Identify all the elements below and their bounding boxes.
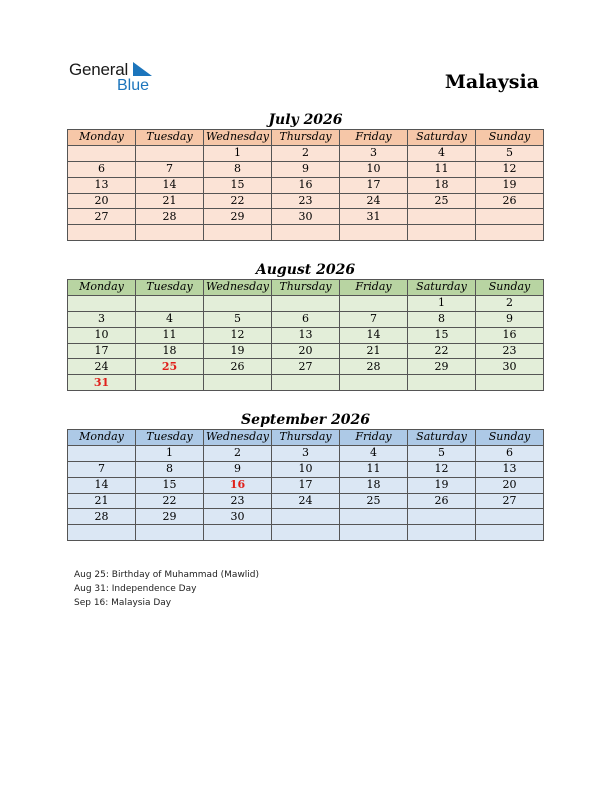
day-cell: 18 [136,343,204,359]
day-cell: 13 [68,177,136,193]
day-cell: 1 [204,145,272,161]
empty-day-cell [476,509,544,525]
empty-day-cell [272,225,340,241]
day-cell: 31 [68,375,136,391]
day-cell: 26 [204,359,272,375]
day-cell: 2 [272,145,340,161]
weekday-header: Sunday [476,430,544,446]
empty-day-cell [136,225,204,241]
day-cell: 14 [340,327,408,343]
day-cell: 25 [408,193,476,209]
weekday-header: Thursday [272,130,340,146]
day-cell: 19 [408,477,476,493]
empty-day-cell [136,295,204,311]
logo-text-general: General [69,60,129,79]
holiday-note: Aug 31: Independence Day [74,584,197,594]
month-calendar-september [67,411,544,541]
day-cell: 4 [408,145,476,161]
day-cell: 24 [340,193,408,209]
day-cell: 18 [340,477,408,493]
day-cell: 9 [476,311,544,327]
day-cell: 14 [68,477,136,493]
week-row [68,343,544,359]
weekday-header-row [68,130,544,146]
day-cell: 7 [340,311,408,327]
day-cell: 31 [340,209,408,225]
day-cell: 30 [476,359,544,375]
day-cell: 17 [272,477,340,493]
day-cell: 8 [136,461,204,477]
day-cell: 2 [204,445,272,461]
logo [69,60,169,96]
day-cell: 7 [136,161,204,177]
day-cell: 21 [340,343,408,359]
day-cell: 18 [408,177,476,193]
week-row [68,477,544,493]
weekday-header: Sunday [476,280,544,296]
day-cell: 3 [68,311,136,327]
day-cell: 10 [340,161,408,177]
week-row [68,225,544,241]
day-cell: 1 [408,295,476,311]
empty-day-cell [408,225,476,241]
holiday-note: Sep 16: Malaysia Day [74,598,172,608]
day-cell: 27 [272,359,340,375]
day-cell: 23 [204,493,272,509]
weekday-header: Wednesday [204,130,272,146]
day-cell: 28 [68,509,136,525]
week-row [68,327,544,343]
weekday-header: Monday [68,280,136,296]
day-cell: 14 [136,177,204,193]
week-row [68,509,544,525]
day-cell: 12 [476,161,544,177]
day-cell: 28 [136,209,204,225]
day-cell: 6 [476,445,544,461]
empty-day-cell [272,295,340,311]
day-cell: 12 [204,327,272,343]
empty-day-cell [476,525,544,541]
day-cell: 8 [408,311,476,327]
day-cell: 21 [136,193,204,209]
day-cell: 19 [476,177,544,193]
weekday-header-row [68,280,544,296]
weekday-header: Friday [340,430,408,446]
day-cell: 1 [136,445,204,461]
empty-day-cell [272,509,340,525]
empty-day-cell [476,375,544,391]
day-cell: 23 [476,343,544,359]
week-row [68,375,544,391]
day-cell: 24 [272,493,340,509]
week-row [68,461,544,477]
day-cell: 25 [340,493,408,509]
holiday-note: Aug 25: Birthday of Muhammad (Mawlid) [74,570,260,580]
day-cell: 26 [476,193,544,209]
day-cell: 5 [204,311,272,327]
day-cell: 2 [476,295,544,311]
empty-day-cell [340,509,408,525]
day-cell: 20 [68,193,136,209]
weekday-header: Wednesday [204,430,272,446]
empty-day-cell [68,525,136,541]
empty-day-cell [340,225,408,241]
week-row [68,445,544,461]
day-cell: 9 [204,461,272,477]
empty-day-cell [68,295,136,311]
day-cell: 4 [136,311,204,327]
day-cell: 12 [408,461,476,477]
weekday-header: Monday [68,430,136,446]
day-cell: 19 [204,343,272,359]
week-row [68,209,544,225]
day-cell: 6 [68,161,136,177]
month-title: July 2026 [268,112,343,128]
day-cell: 13 [476,461,544,477]
day-cell: 27 [68,209,136,225]
day-cell: 13 [272,327,340,343]
day-cell: 11 [136,327,204,343]
empty-day-cell [68,145,136,161]
empty-day-cell [68,225,136,241]
day-cell: 26 [408,493,476,509]
day-cell: 8 [204,161,272,177]
day-cell: 4 [340,445,408,461]
day-cell: 3 [272,445,340,461]
empty-day-cell [476,225,544,241]
week-row [68,145,544,161]
day-cell: 15 [136,477,204,493]
empty-day-cell [136,145,204,161]
weekday-header: Tuesday [136,430,204,446]
country-title: Malaysia [444,71,539,93]
weekday-header: Sunday [476,130,544,146]
weekday-header: Thursday [272,430,340,446]
month-title: August 2026 [255,262,356,278]
empty-day-cell [408,525,476,541]
weekday-header: Saturday [408,430,476,446]
day-cell: 16 [204,477,272,493]
day-cell: 16 [476,327,544,343]
day-cell: 3 [340,145,408,161]
day-cell: 29 [204,209,272,225]
weekday-header-row [68,430,544,446]
day-cell: 24 [68,359,136,375]
day-cell: 25 [136,359,204,375]
day-cell: 29 [408,359,476,375]
day-cell: 22 [204,193,272,209]
month-calendar-august [67,261,544,391]
day-cell: 11 [408,161,476,177]
day-cell: 30 [272,209,340,225]
weekday-header: Tuesday [136,130,204,146]
calendar-table [67,279,544,391]
day-cell: 28 [340,359,408,375]
weekday-header: Friday [340,130,408,146]
weekday-header: Monday [68,130,136,146]
day-cell: 5 [408,445,476,461]
empty-day-cell [408,209,476,225]
day-cell: 9 [272,161,340,177]
day-cell: 27 [476,493,544,509]
empty-day-cell [272,525,340,541]
day-cell: 7 [68,461,136,477]
day-cell: 17 [68,343,136,359]
weekday-header: Friday [340,280,408,296]
month-calendar-july [67,111,544,241]
day-cell: 11 [340,461,408,477]
week-row [68,193,544,209]
logo-text-blue: Blue [117,77,150,94]
week-row [68,177,544,193]
day-cell: 29 [136,509,204,525]
weekday-header: Thursday [272,280,340,296]
weekday-header: Wednesday [204,280,272,296]
weekday-header: Tuesday [136,280,204,296]
day-cell: 20 [272,343,340,359]
empty-day-cell [408,375,476,391]
calendar-table [67,129,544,241]
weekday-header: Saturday [408,130,476,146]
week-row [68,359,544,375]
week-row [68,493,544,509]
day-cell: 23 [272,193,340,209]
day-cell: 16 [272,177,340,193]
month-title: September 2026 [241,412,370,428]
empty-day-cell [408,509,476,525]
empty-day-cell [340,525,408,541]
week-row [68,311,544,327]
empty-day-cell [204,225,272,241]
empty-day-cell [204,525,272,541]
empty-day-cell [136,375,204,391]
week-row [68,161,544,177]
empty-day-cell [68,445,136,461]
day-cell: 10 [68,327,136,343]
day-cell: 15 [204,177,272,193]
empty-day-cell [204,295,272,311]
weekday-header: Saturday [408,280,476,296]
day-cell: 20 [476,477,544,493]
week-row [68,295,544,311]
day-cell: 10 [272,461,340,477]
empty-day-cell [340,295,408,311]
day-cell: 22 [136,493,204,509]
day-cell: 17 [340,177,408,193]
day-cell: 15 [408,327,476,343]
day-cell: 22 [408,343,476,359]
day-cell: 6 [272,311,340,327]
calendar-table [67,429,544,541]
week-row [68,525,544,541]
logo-triangle-icon [133,62,153,78]
day-cell: 30 [204,509,272,525]
empty-day-cell [340,375,408,391]
empty-day-cell [272,375,340,391]
empty-day-cell [136,525,204,541]
empty-day-cell [476,209,544,225]
day-cell: 5 [476,145,544,161]
day-cell: 21 [68,493,136,509]
empty-day-cell [204,375,272,391]
holiday-notes [74,568,259,610]
